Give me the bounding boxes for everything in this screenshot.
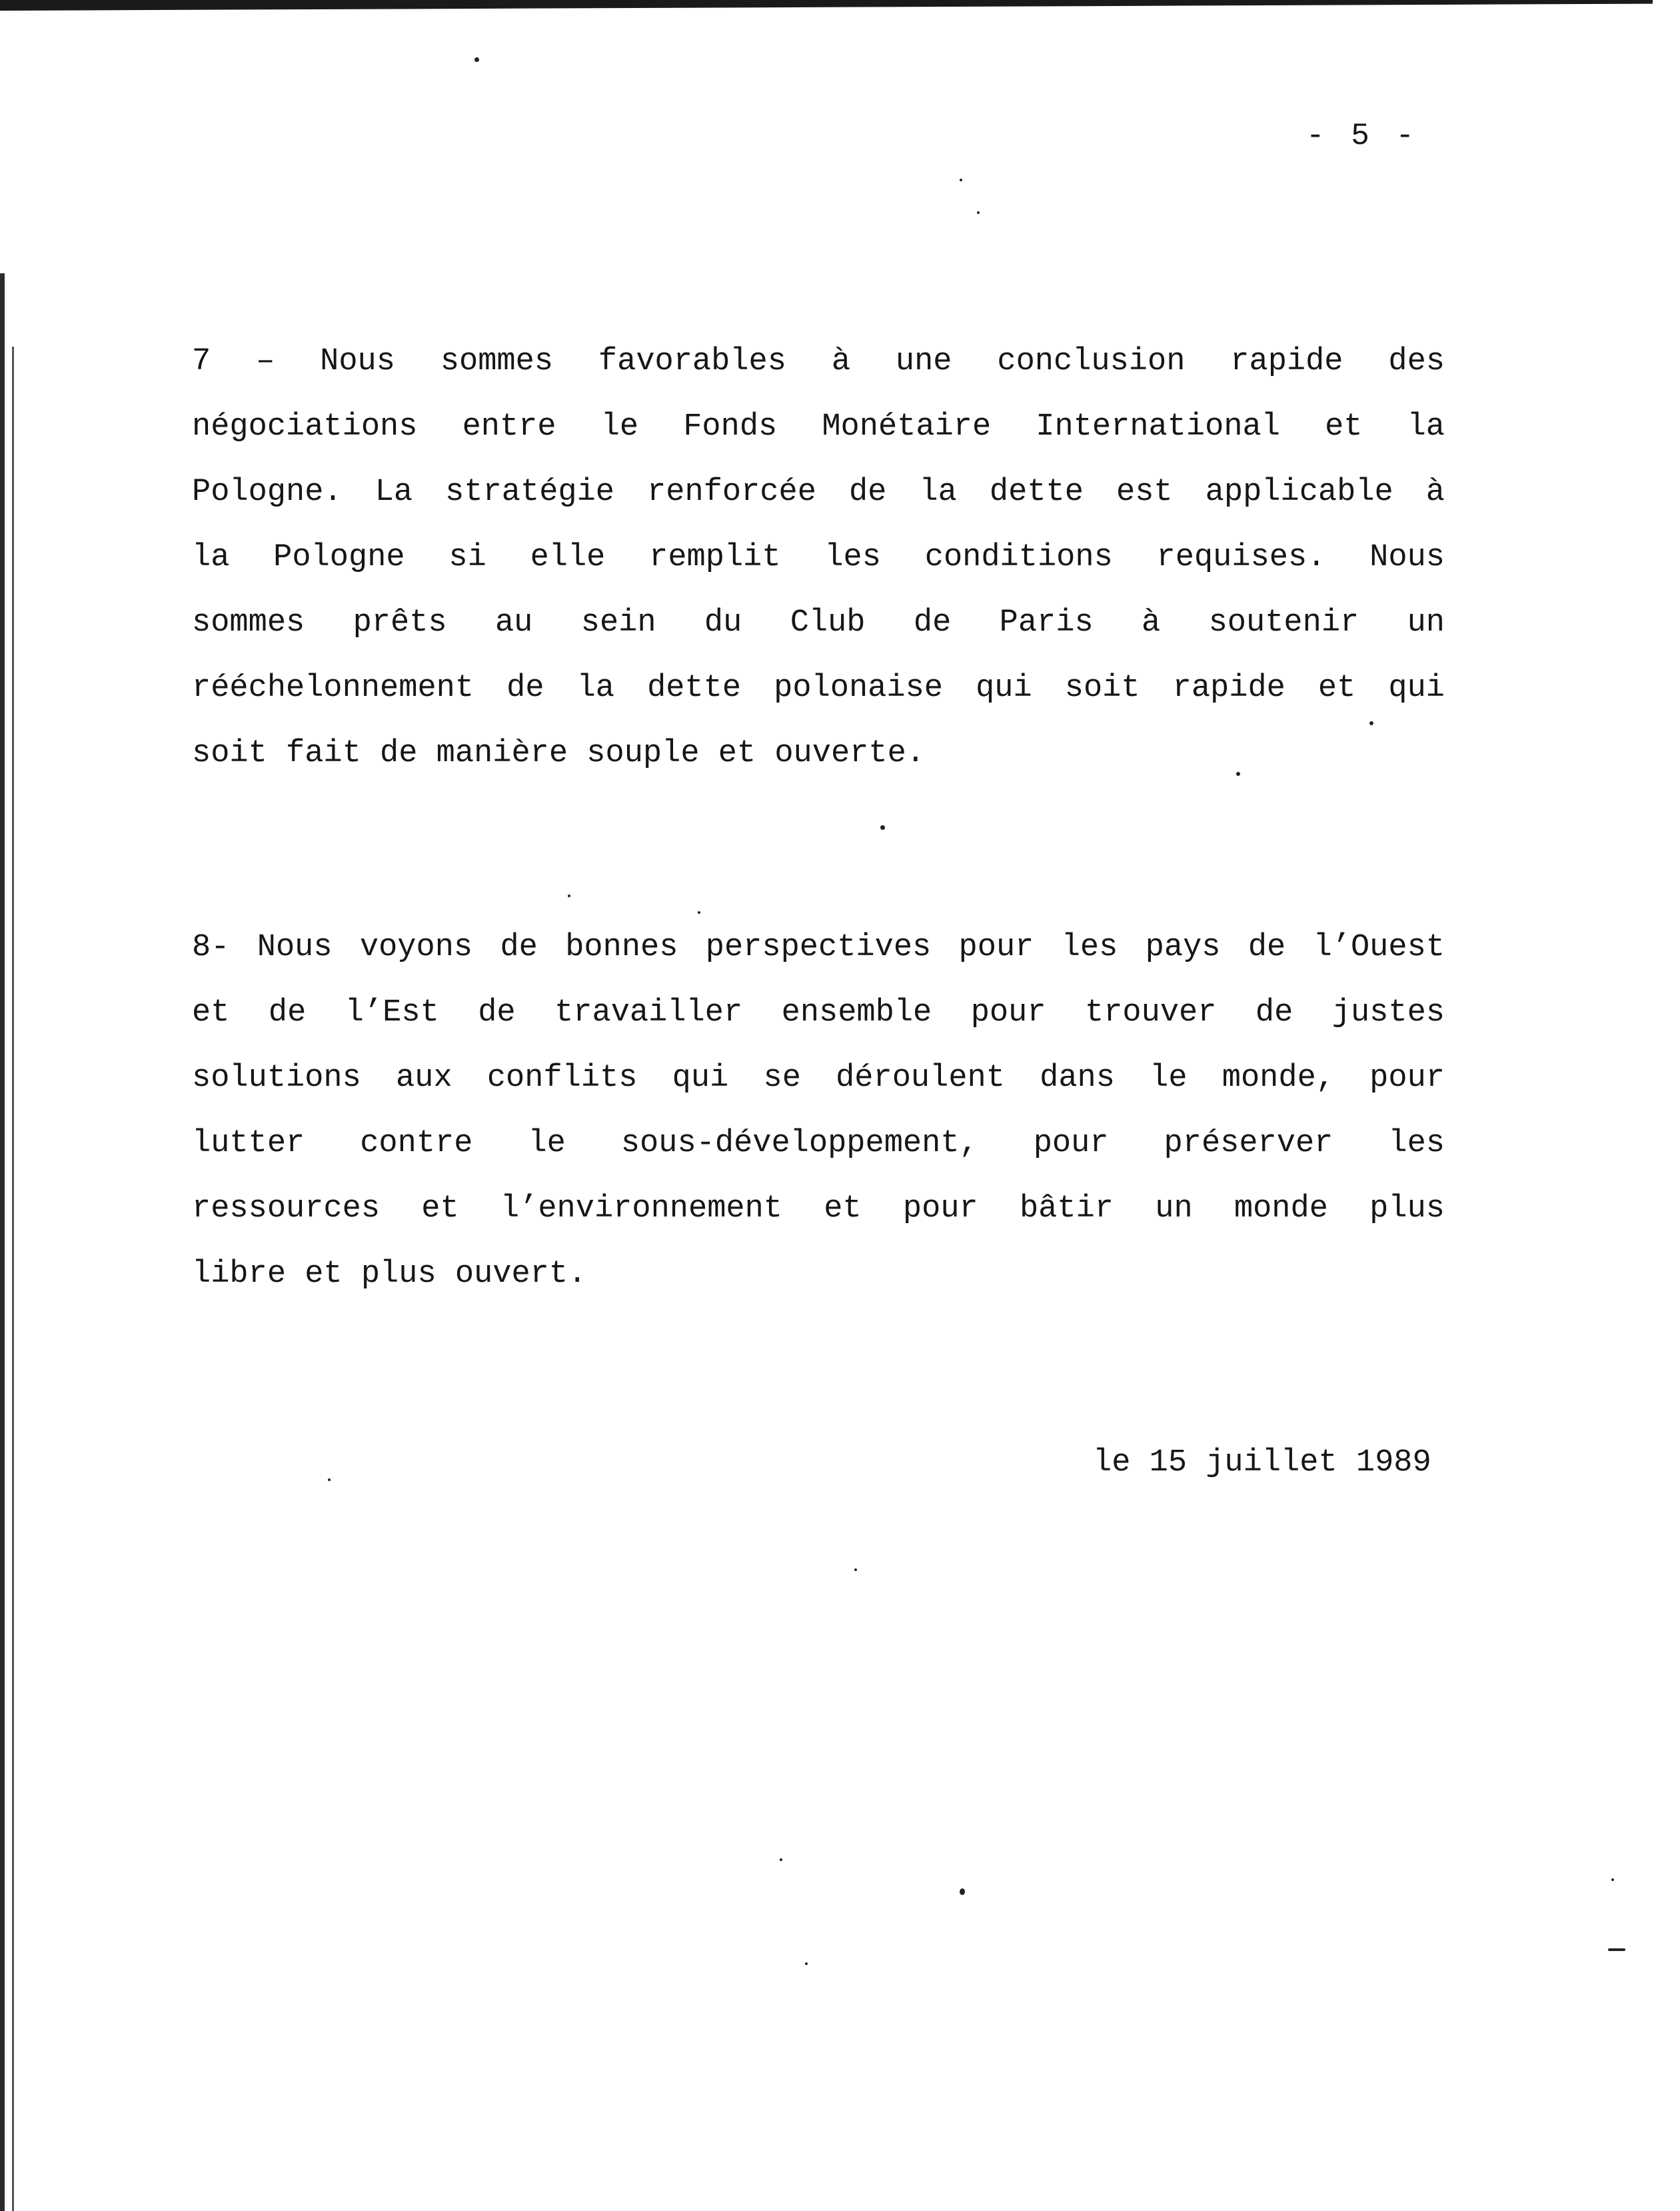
paragraph-7	[192, 329, 1445, 787]
scan-speck	[1608, 1948, 1625, 1951]
paragraph-7-line: sommes prêts au sein du Club de Paris à soutenir un	[192, 605, 1445, 641]
page-number: - 5 -	[1306, 119, 1419, 153]
scan-speck	[780, 1858, 782, 1861]
paragraph-8-line: et de l’Est de travailler ensemble pour trouver de justes	[192, 995, 1445, 1031]
paragraph-7-line: rééchelonnement de la dette polonaise qui soit rapide et qui	[192, 671, 1445, 706]
paragraph-8-line: libre et plus ouvert.	[192, 1256, 587, 1292]
scan-top-edge	[0, 0, 1653, 11]
paragraph-7-line: Pologne. La stratégie renforcée de la dette est applicable à	[192, 475, 1445, 510]
paragraph-7-line: négociations entre le Fonds Monétaire International et la	[192, 409, 1445, 445]
scan-speck	[977, 211, 980, 214]
scan-speck	[568, 895, 570, 897]
document-date: le 15 juillet 1989	[1093, 1445, 1431, 1480]
scan-speck	[328, 1478, 331, 1481]
paragraph-8	[192, 915, 1445, 1307]
scan-speck	[805, 1962, 808, 1965]
paragraph-7-line: 7 – Nous sommes favorables à une conclusion rapide des	[192, 344, 1445, 379]
scan-speck	[698, 911, 700, 914]
scan-speck	[960, 1888, 965, 1895]
paragraph-8-line: solutions aux conflits qui se déroulent dans le monde, pour	[192, 1061, 1445, 1096]
scan-speck	[854, 1568, 857, 1571]
scan-speck	[960, 179, 962, 181]
scan-speck	[1369, 721, 1373, 725]
paragraph-8-line: ressources et l’environnement et pour bâtir un monde plus	[192, 1191, 1445, 1226]
scan-left-edge	[0, 273, 5, 2211]
paragraph-7-line: soit fait de manière souple et ouverte.	[192, 736, 925, 771]
paragraph-8-line: lutter contre le sous-développement, pour préserver les	[192, 1126, 1445, 1161]
scan-speck	[1611, 1878, 1614, 1881]
scan-speck	[880, 825, 885, 830]
scan-left-edge-shadow	[12, 347, 14, 2211]
paragraph-7-line: la Pologne si elle remplit les conditions requises. Nous	[192, 540, 1445, 575]
scan-speck	[474, 57, 479, 62]
paragraph-8-line: 8- Nous voyons de bonnes perspectives pour les pays de l’Ouest	[192, 930, 1445, 965]
scan-speck	[1236, 772, 1240, 776]
